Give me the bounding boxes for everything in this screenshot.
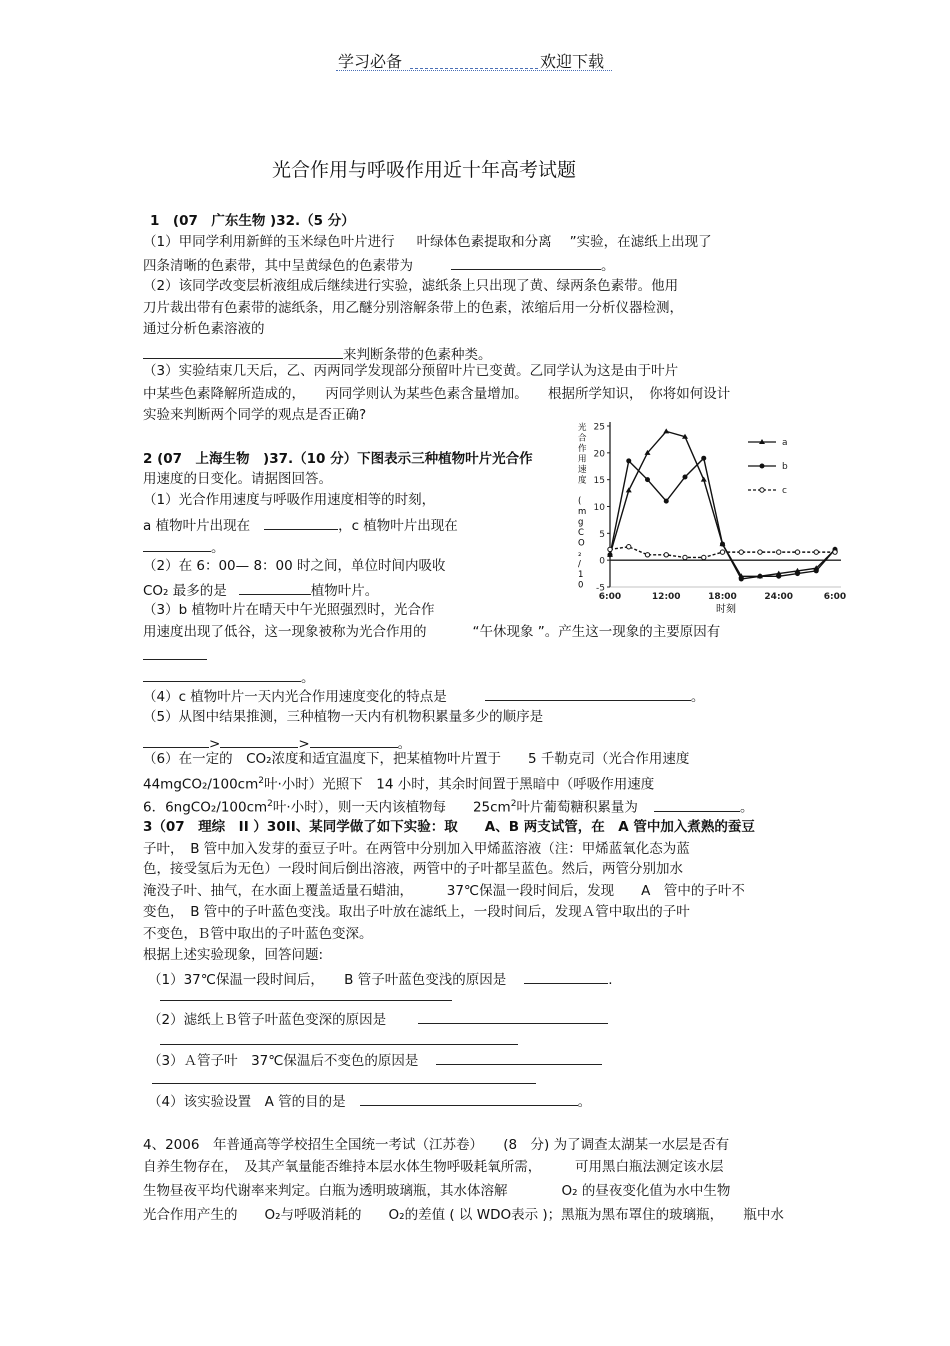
q2-line	[143, 537, 225, 557]
q1-text: 来判断条带的色素种类。	[343, 347, 492, 363]
legend-label-a: a	[782, 438, 788, 448]
legend-marker-c	[760, 488, 764, 492]
punct: 。	[577, 1094, 592, 1110]
legend-marker-b	[760, 464, 765, 469]
q3-text: （4）该实验设置 A 管的目的是	[148, 1094, 346, 1110]
x-tick-label: 6:00	[598, 592, 622, 602]
q1-heading: 1 (07 广东生物 )32.（5 分）	[150, 213, 355, 229]
q1-text: 四条清晰的色素带，其中呈黄绿色的色素带为	[143, 258, 413, 274]
q2-line: 用速度的日变化。请据图回答。	[143, 471, 332, 487]
point-c	[720, 550, 724, 554]
q1-line	[143, 344, 492, 364]
punct: >	[209, 736, 221, 752]
sup: 2	[258, 776, 264, 786]
q1-text: ”实验，在滤纸上出现了	[569, 234, 712, 250]
point-c	[702, 555, 706, 559]
q2-text: 叶·小时），则一天内该植物每 25cm	[272, 799, 511, 816]
point-a	[701, 477, 707, 482]
q1-line	[143, 233, 712, 251]
y-axis-label: 光合作用速度 ( m g C O ₂ / 1 0	[578, 423, 587, 591]
q3-line	[148, 1050, 602, 1070]
y-tick-label: 10	[593, 503, 605, 513]
answer-blank	[160, 986, 452, 1001]
q4-line: 自养生物存在， 及其产氧量能否维持本层水体生物呼吸耗氧所需， 可用黑白瓶法测定该水层	[143, 1159, 724, 1175]
q3-line	[148, 1009, 608, 1029]
answer-blank	[418, 1009, 608, 1024]
answer-blank	[239, 580, 311, 595]
point-b	[739, 576, 744, 581]
point-b	[664, 499, 669, 504]
answer-blank	[485, 686, 691, 701]
q1-line	[143, 255, 615, 275]
q1-line: （2）该同学改变层析液组成后继续进行实验，滤纸条上只出现了黄、绿两条色素带。他用	[143, 278, 679, 294]
point-a	[663, 428, 669, 433]
point-c	[627, 545, 631, 549]
point-c	[645, 553, 649, 557]
y-tick-label: 5	[599, 529, 605, 540]
point-b	[758, 574, 763, 579]
page-title: 光合作用与呼吸作用近十年高考试题	[272, 159, 577, 181]
x-tick-label: 6:00	[823, 592, 847, 602]
q2-line	[143, 667, 315, 687]
x-tick-label: 24:00	[764, 592, 794, 602]
q2-line	[143, 795, 753, 817]
q2-line: （1）光合作用速度与呼吸作用速度相等的时刻，	[143, 492, 436, 508]
q1-line: 中某些色素降解所造成的， 丙同学则认为某些色素含量增加。 根据所学知识， 你将如何设计	[143, 386, 731, 402]
header-right: 欢迎下载	[540, 52, 605, 71]
q2-text: 用速度出现了低谷，这一现象被称为光合作用的	[143, 624, 427, 640]
point-b	[626, 458, 631, 463]
q2-text: 叶·小时）光照下 14 小时，其余时间置于黑暗中（呼吸作用速度	[264, 776, 655, 793]
q3-text: （1）37℃保温一段时间后， B 管子叶蓝色变浅的原因是	[148, 972, 507, 988]
q2-line: （3）b 植物叶片在晴天中午光照强烈时，光合作	[143, 602, 435, 618]
point-b	[814, 568, 819, 573]
legend-label-b: b	[782, 462, 788, 472]
q2-text: （4）c 植物叶片一天内光合作用速度变化的特点是	[143, 689, 447, 705]
q3-line: 色，接受氢后为无色）一段时间后倒出溶液，两管中的子叶都呈蓝色。然后，两管分别加水	[143, 861, 683, 877]
q2-line: （5）从图中结果推测，三种植物一天内有机物积累量多少的顺序是	[143, 709, 544, 725]
punct: >	[298, 736, 310, 752]
point-c	[664, 553, 668, 557]
photosynthesis-rate-chart	[570, 412, 850, 617]
point-c	[758, 550, 762, 554]
y-tick-label: 20	[593, 449, 605, 460]
q2-text: 6．6ngCO₂/100cm	[143, 799, 268, 816]
punct: 。	[739, 799, 754, 816]
punct: .	[608, 972, 613, 988]
q3-heading	[143, 818, 755, 836]
q1-text: （1）甲同学利用新鲜的玉米绿色叶片进行	[143, 234, 395, 250]
sup: 2	[267, 799, 273, 809]
q3-text: （3）Ａ管子叶 37℃保温后不变色的原因是	[148, 1053, 419, 1069]
point-c	[608, 547, 612, 551]
header-underline	[336, 70, 612, 71]
point-b	[720, 542, 725, 547]
answer-blank	[524, 969, 608, 984]
y-tick-label: -5	[596, 583, 605, 594]
x-axis-label: 时刻	[716, 604, 736, 615]
answer-blank	[143, 667, 301, 682]
q3-line	[160, 1030, 518, 1050]
q2-line	[143, 580, 378, 600]
q2-heading	[143, 450, 533, 468]
answer-blank	[436, 1050, 602, 1065]
point-a	[626, 487, 632, 492]
q2-text: 2 (07 上海生物 )37.（10 分）下图表示三种植物叶片光合作	[143, 451, 533, 467]
q2-line: （6）在一定的 CO₂浓度和适宜温度下，把某植物叶片置于 5 千勒克司（光合作用速度	[143, 751, 690, 767]
q1-line: 刀片裁出带有色素带的滤纸条，用乙醚分别溶解条带上的色素，浓缩后用一分析仪器检测，	[143, 300, 683, 316]
q4-line: 光合作用产生的 O₂与呼吸消耗的 O₂的差值 ( 以 WDO表示 )；黑瓶为黑布罩住的玻璃瓶， 瓶中水	[143, 1207, 784, 1223]
answer-blank	[152, 1069, 536, 1084]
answer-blank	[264, 515, 338, 530]
q2-line	[143, 772, 654, 794]
q2-line	[143, 515, 458, 535]
header-rule	[410, 68, 538, 69]
q3-line: 子叶， B 管中加入发芽的蚕豆子叶。在两管中分别加入甲烯蓝溶液（注：甲烯蓝氧化态为蓝	[143, 841, 690, 857]
punct: 。	[397, 736, 412, 752]
q3-line: 不变色，Ｂ管中取出的子叶蓝色变深。	[143, 926, 373, 942]
answer-blank	[654, 797, 740, 812]
punct: 。	[211, 540, 225, 556]
q2-text: 叶片葡萄糖积累量为	[516, 799, 638, 816]
q2-text: CO₂ 最多的是	[143, 583, 227, 599]
legend-label-c: c	[782, 486, 787, 496]
answer-blank	[143, 344, 343, 359]
q3-line: 变色， B 管中的子叶蓝色变浅。取出子叶放在滤纸上，一段时间后，发现Ａ管中取出的子叶	[143, 904, 690, 920]
q2-text: “午休现象 ”。产生这一现象的主要原因有	[472, 624, 721, 640]
point-b	[776, 574, 781, 579]
q1-line: 通过分析色素溶液的	[143, 321, 265, 337]
q3-line	[148, 1091, 591, 1111]
point-b	[795, 571, 800, 576]
q3-line	[152, 1069, 536, 1089]
header-left: 学习必备	[338, 52, 403, 71]
x-tick-label: 18:00	[708, 592, 737, 602]
q3-line: 淹没子叶、抽气，在水面上覆盖适量石蜡油， 37℃保温一段时间后，发现 A 管中的子叶不	[143, 883, 745, 899]
answer-blank	[160, 1030, 518, 1045]
y-tick-label: 25	[593, 422, 605, 433]
punct: 。	[690, 689, 705, 705]
q2-text: 植物叶片。	[310, 583, 379, 599]
punct: 。	[301, 670, 315, 686]
point-b	[608, 552, 613, 557]
x-tick-label: 12:00	[651, 592, 681, 602]
q2-text: ，c 植物叶片出现在	[338, 518, 458, 534]
q1-line: 实验来判断两个同学的观点是否正确?	[143, 407, 367, 423]
point-b	[683, 474, 688, 479]
y-tick-label: 15	[593, 476, 605, 487]
answer-blank	[451, 255, 601, 270]
point-c	[795, 550, 799, 554]
point-c	[777, 550, 781, 554]
q2-text: a 植物叶片出现在	[143, 518, 251, 534]
q1-line: （3）实验结束几天后，乙、丙两同学发现部分预留叶片已变黄。乙同学认为这是由于叶片	[143, 363, 679, 379]
answer-blank	[143, 537, 211, 552]
q2-line	[143, 686, 704, 706]
q4-line: 4、2006 年普通高等学校招生全国统一考试（江苏卷） (8 分) 为了调查太湖某一水层是否有	[143, 1137, 730, 1153]
answer-blank	[360, 1091, 578, 1106]
series-line-b	[610, 458, 835, 579]
point-c	[833, 550, 837, 554]
point-c	[739, 550, 743, 554]
answer-blank	[310, 733, 398, 748]
point-c	[814, 550, 818, 554]
q2-line: （2）在 6：00— 8：00 时之间，单位时间内吸收	[143, 558, 446, 574]
point-b	[645, 477, 650, 482]
q3-line: 根据上述实验现象，回答问题:	[143, 947, 324, 963]
q3-text: 3（07 理综 II ）30II、某同学做了如下实验：取 A、B 两支试管，在 A 管中加入煮熟的蚕豆	[143, 819, 755, 835]
punct: 。	[601, 258, 615, 274]
point-c	[683, 555, 687, 559]
point-b	[701, 456, 706, 461]
answer-blank	[220, 733, 298, 748]
answer-blank	[143, 733, 209, 748]
q4-line: 生物昼夜平均代谢率来判定。白瓶为透明玻璃瓶，其水体溶解 O₂ 的昼夜变化值为水中生物	[143, 1183, 731, 1199]
q2-line	[143, 623, 720, 641]
q2-text: 44mgCO₂/100cm	[143, 776, 259, 793]
q1-text: 叶绿体色素提取和分离	[416, 234, 552, 250]
q2-line	[143, 645, 207, 665]
sup: 2	[510, 799, 517, 809]
y-tick-label: 0	[599, 556, 605, 567]
q3-line	[160, 986, 452, 1006]
answer-blank	[143, 645, 207, 660]
q3-text: （2）滤纸上Ｂ管子叶蓝色变深的原因是	[148, 1012, 387, 1028]
